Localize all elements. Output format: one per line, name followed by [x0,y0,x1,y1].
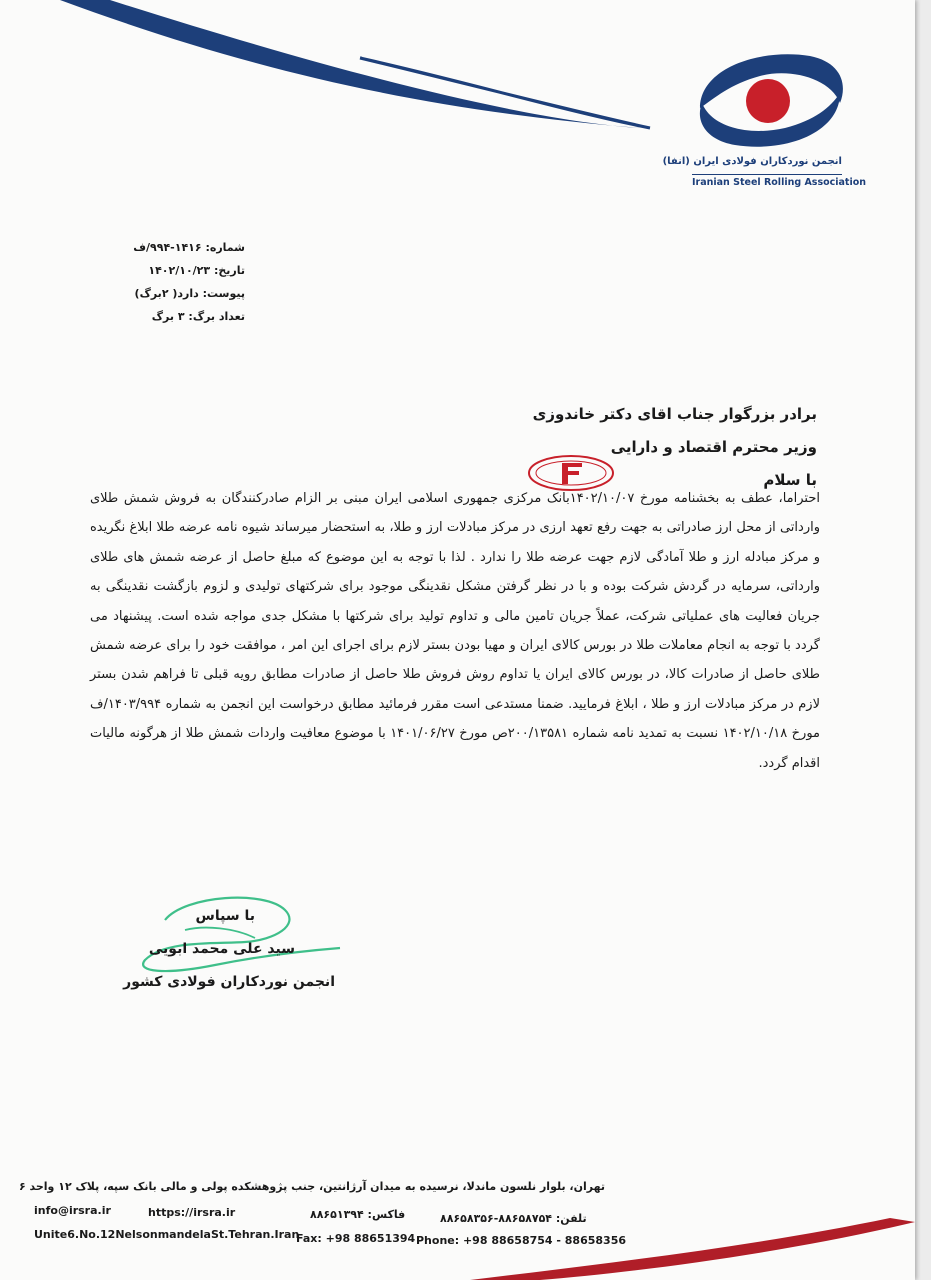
footer-phone-en: Phone: +98 88658754 - 88658356 [416,1234,627,1247]
letter-page-count: تعداد برگ: ۳ برگ [151,310,245,323]
footer-email[interactable]: info@irsra.ir [34,1204,111,1217]
footer-phone-fa: تلفن: ۸۸۶۵۸۷۵۴-۸۸۶۵۸۳۵۶ [440,1212,587,1225]
closing: با سپاس [195,908,255,924]
signer-name: سید علی محمد ابویی [148,941,295,957]
letter-date: تاریخ: ۱۴۰۲/۱۰/۲۳ [148,264,245,277]
footer-fax-fa: فاکس: ۸۸۶۵۱۳۹۴ [310,1208,406,1221]
letter-body [90,484,820,778]
organization-name-en: Iranian Steel Rolling Association [692,174,842,188]
footer-website[interactable]: https://irsra.ir [148,1206,236,1219]
signer-organization: انجمن نوردکاران فولادی کشور [123,974,335,990]
greeting: با سلام [763,471,817,489]
letter-meta [133,236,245,328]
footer-fax-en: Fax: +98 88651394 [296,1232,416,1245]
addressee-line-1: برادر بزرگوار جناب اقای دکتر خاندوزی [532,405,817,423]
signoff-block [123,900,335,999]
letter-attachment: پیوست: دارد( ۲برگ) [134,287,245,300]
footer-address-en: Unite6.No.12NelsonmandelaSt.Tehran.Iran [34,1228,300,1241]
body-paragraph: احتراما، عطف به بخشنامه مورخ ۱۴۰۲/۱۰/۰۷بانک مرکزی جمهوری اسلامی ایران مبنی بر الزام صادرکنندگان به فروش شمش طلای وارداتی از محل ارز صادراتی به جهت رفع تعهد ارزی در مرکز مبادلات ارز و طلا، به استحضار میرساند شیوه نامه عرضه طلا ابلاغ نگریده و مرکز مبادله ارز و طلا آمادگی لازم جهت عرضه طلا را ندارد . لذا با توجه به این موضوع که مبلغ حاصل از عرضه شمش های طلای وارداتی، سرمایه در گردش شرکت بوده و با در نظر گرفتن مشکل نقدینگی موجود برای شرکتهای تولیدی و لزوم بازگشت نقدینگی به جریان فعالیت های عملیاتی شرکت، عملاً جریان تامین مالی و تداوم تولید برای شرکتها با مشکل جدی مواجه شده است. پیشنهاد می گردد با توجه به انجام معاملات طلا در بورس کالای ایران و مهیا بودن بستر لازم برای اجرای این امر ، موافقت خود را برای عرضه شمش طلای حاصل از صادرات کالا، در بورس کالای ایران یا تداوم روش فروش طلا حاصل از صادرات مطابق رویه قبلی تا فراهم شدن بستر لازم در مرکز مبادلات ارز و طلا ، ابلاغ فرمایید. ضمنا مستدعی است مقرر فرمائید مطابق درخواست این انجمن به شماره ۱۴۰۳/۹۹۴/ف مورخ ۱۴۰۲/۱۰/۱۸ نسبت به تمدید نامه شماره ۲۰۰/۱۳۵۸۱ص مورخ ۱۴۰۱/۰۶/۲۷ با موضوع معافیت واردات شمش طلا از هرگونه مالیات اقدام گردد. [90,491,821,771]
organization-name-fa: انجمن نوردکاران فولادی ایران (انفا) [662,156,842,167]
letter-number: شماره: ۱۴۱۶-۹۹۴/ف [133,241,245,254]
footer-address-fa: تهران، بلوار نلسون ماندلا، نرسیده به میدان آرژانتین، جنب پژوهشکده پولی و مالی بانک سپه، پلاک ۱۲ واحد ۶ [18,1180,605,1193]
addressee-line-2: وزیر محترم اقتصاد و دارایی [610,438,817,456]
association-logo [690,48,850,153]
